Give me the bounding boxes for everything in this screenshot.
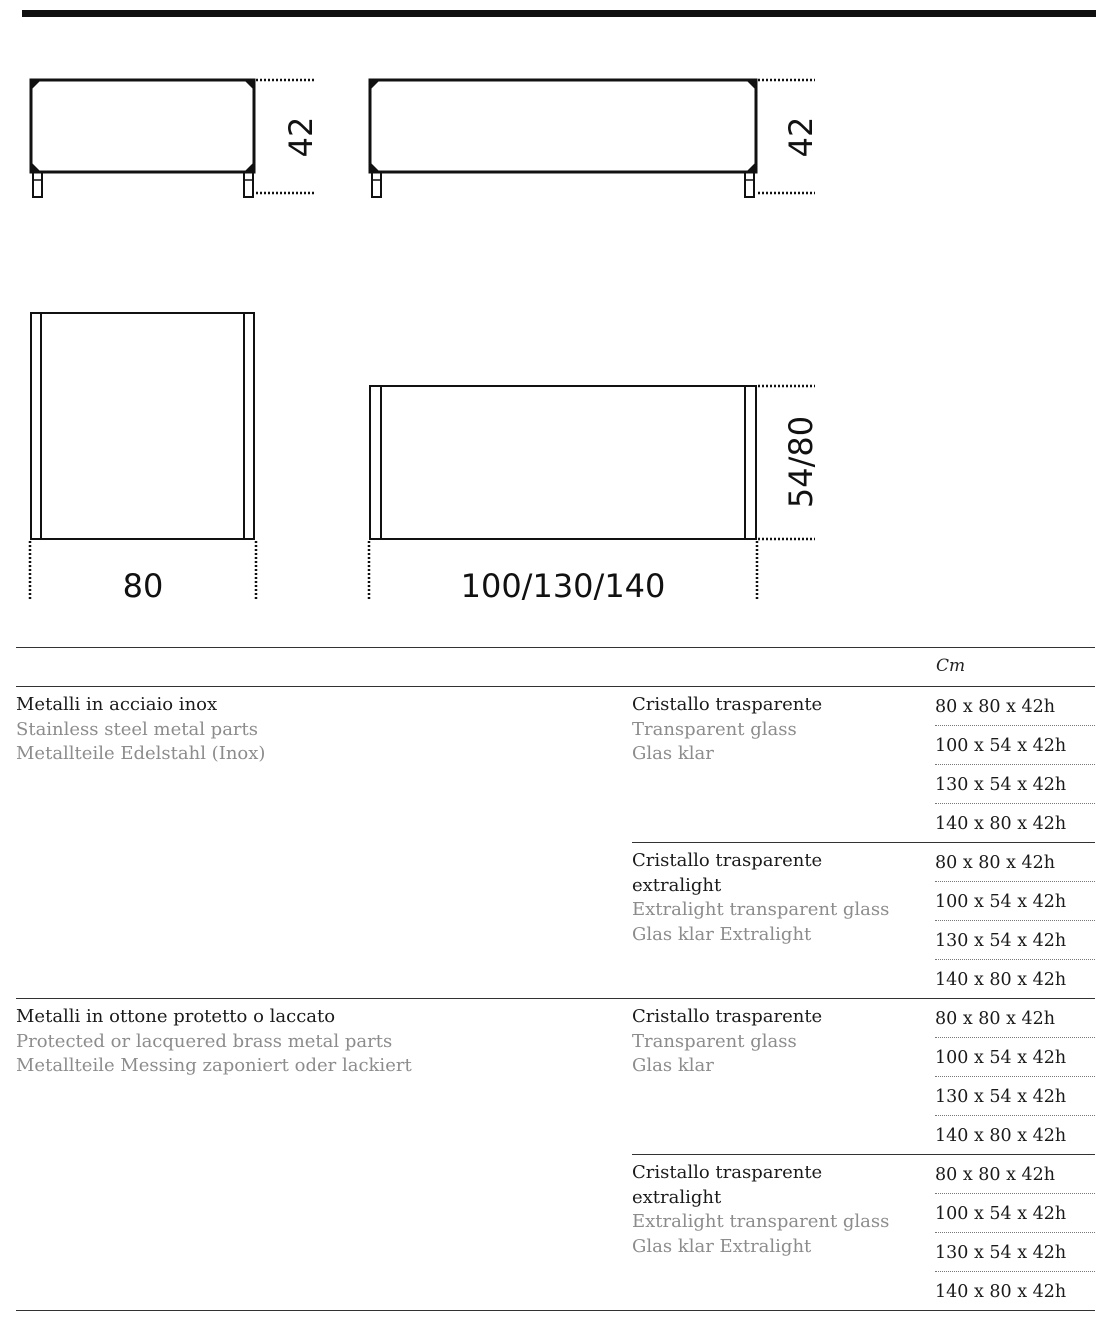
glass-translation: Transparent glass: [632, 1030, 797, 1052]
dim-front-small-height: 42: [282, 116, 320, 158]
metal-translation: Metallteile Messing zaponiert oder lackiert: [16, 1055, 412, 1076]
size-item: 140 x 80 x 42h: [935, 1282, 1067, 1302]
glass-option: [632, 842, 1095, 998]
size-item: 130 x 54 x 42h: [935, 1233, 1095, 1272]
size-item: 80 x 80 x 42h: [935, 687, 1095, 726]
size-item: 140 x 80 x 42h: [935, 814, 1067, 834]
metal-translation: Metallteile Edelstahl (Inox): [16, 743, 266, 764]
size-item: 140 x 80 x 42h: [935, 970, 1067, 990]
glass-translation: Glas klar Extralight: [632, 923, 812, 945]
glass-description: [632, 1005, 922, 1079]
glass-translation: Glas klar: [632, 1055, 714, 1076]
glass-translation: Extralight transparent glass: [632, 899, 890, 920]
front-view-large: [370, 80, 815, 197]
glass-option: [632, 999, 1095, 1154]
glass-label: extralight: [632, 874, 722, 896]
metal-description: [16, 693, 606, 767]
unit-label: Cm: [936, 656, 966, 676]
dim-top-small-width: 80: [122, 567, 164, 605]
size-item: 80 x 80 x 42h: [935, 843, 1095, 882]
size-list: [935, 687, 1095, 842]
metal-translation: Protected or lacquered brass metal parts: [16, 1030, 393, 1052]
size-item: 80 x 80 x 42h: [935, 1155, 1095, 1194]
size-item: 100 x 54 x 42h: [935, 882, 1095, 921]
dim-top-large-depth: 54/80: [782, 415, 820, 509]
size-item: 80 x 80 x 42h: [935, 999, 1095, 1038]
technical-drawings: [0, 0, 1115, 620]
glass-label: Cristallo trasparente: [632, 694, 823, 715]
specifications-table: [16, 647, 1095, 1311]
glass-description: [632, 849, 922, 947]
glass-translation: Glas klar Extralight: [632, 1235, 812, 1257]
material-group: [16, 687, 1095, 999]
glass-description: [632, 693, 922, 767]
size-item: 130 x 54 x 42h: [935, 1077, 1095, 1116]
glass-description: [632, 1161, 922, 1259]
size-list: [935, 999, 1095, 1154]
top-view-small: [30, 313, 256, 600]
table-header: [16, 647, 1095, 687]
size-item: 140 x 80 x 42h: [935, 1126, 1067, 1146]
size-item: 100 x 54 x 42h: [935, 1194, 1095, 1233]
glass-translation: Glas klar: [632, 743, 714, 764]
glass-translation: Transparent glass: [632, 718, 797, 740]
size-list: [935, 1155, 1095, 1310]
glass-label: Cristallo trasparente: [632, 850, 823, 871]
size-item: 100 x 54 x 42h: [935, 726, 1095, 765]
glass-label: Cristallo trasparente: [632, 1162, 823, 1183]
size-list: [935, 843, 1095, 998]
size-item: 100 x 54 x 42h: [935, 1038, 1095, 1077]
glass-translation: Extralight transparent glass: [632, 1211, 890, 1232]
size-item: 130 x 54 x 42h: [935, 765, 1095, 804]
front-view-small: [31, 80, 315, 197]
material-group: [16, 999, 1095, 1311]
glass-option: [632, 1154, 1095, 1310]
dim-top-large-width: 100/130/140: [460, 567, 666, 605]
glass-option: [632, 687, 1095, 842]
glass-label: extralight: [632, 1186, 722, 1208]
metal-translation: Stainless steel metal parts: [16, 718, 258, 740]
metal-label: Metalli in acciaio inox: [16, 694, 218, 715]
dim-front-large-height: 42: [782, 116, 820, 158]
metal-description: [16, 1005, 606, 1079]
metal-label: Metalli in ottone protetto o laccato: [16, 1006, 336, 1027]
size-item: 130 x 54 x 42h: [935, 921, 1095, 960]
glass-label: Cristallo trasparente: [632, 1006, 823, 1027]
